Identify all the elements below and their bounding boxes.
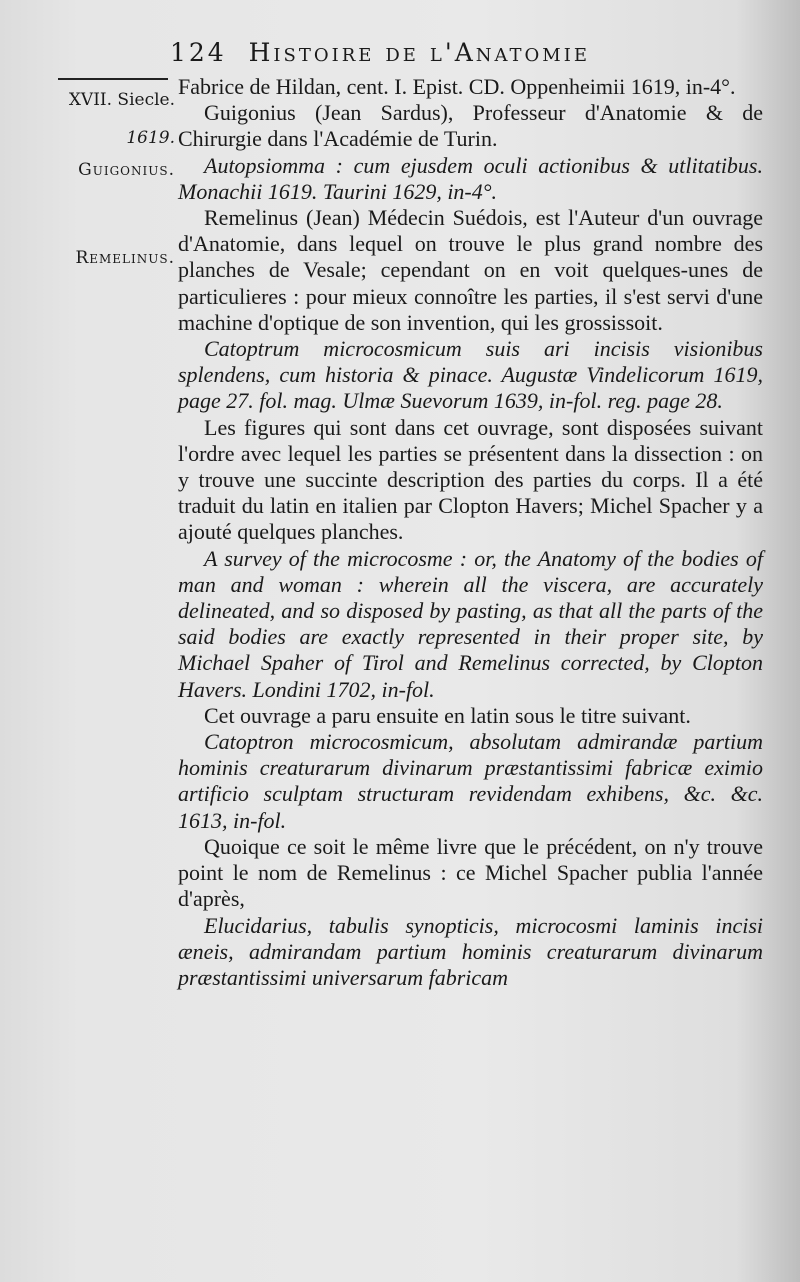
paragraph-survey: A survey of the microcosme : or, the Anatomy of the bodies of man and woman : wherein all the viscera, are accurately delineated, and so disposed by pasting, as that all the parts of the said bodies are exactly represented in their proper site, by Michael Spaher of Tirol and Remelinus corrected, by Clopton Havers. Londini 1702, in-fol. <box>178 545 763 702</box>
margin-remelinus: Remelinus. <box>75 248 175 268</box>
margin-century: XVII. Siecle. <box>68 90 175 110</box>
paragraph-autopsiomma: Autopsiomma : cum ejusdem oculi actionibus & utlitatibus. Monachii 1619. Taurini 1629, in-4°. <box>178 152 763 204</box>
margin-year: 1619. <box>126 128 175 148</box>
page-number: 124 <box>170 38 227 67</box>
running-header <box>170 38 770 67</box>
margin-guigonius: Guigonius. <box>78 160 175 180</box>
paragraph-catoptrum: Catoptrum microcosmicum suis ari incisis visionibus splendens, cum historia & pinace. Augustæ Vindelicorum 1619, page 27. fol. mag. Ulmæ Suevorum 1639, in-fol. reg. page 28. <box>178 336 763 414</box>
paragraph-catoptron: Catoptron microcosmicum, absolutam admirandæ partium hominis creaturarum divinarum præstantissimi fabricæ eximio artificio sculptam structuram revidendam exhibens, &c. &c. 1613, in-fol. <box>178 729 763 833</box>
header-rule <box>58 78 168 80</box>
paragraph-quoique: Quoique ce soit le même livre que le précédent, on n'y trouve point le nom de Remelinus : ce Michel Spacher publia l'année d'après, <box>178 833 763 912</box>
paragraph-figures: Les figures qui sont dans cet ouvrage, sont disposées suivant l'ordre avec lequel les parties se présentent dans la dissection : on y trouve une succinte description des parties du corps. Il a été traduit du latin en italien par Clopton Havers; Michel Spacher y a ajouté quelques planches. <box>178 414 763 545</box>
paragraph-elucidarius: Elucidarius, tabulis synopticis, microcosmi laminis incisi æneis, admirandam partium hominis creaturarum divinarum præstantissimi universarum fabricam <box>178 912 763 990</box>
page-body <box>178 74 763 991</box>
paragraph-latin-title: Cet ouvrage a paru ensuite en latin sous le titre suivant. <box>204 702 691 728</box>
paragraph-guigonius: Guigonius (Jean Sardus), Professeur d'Anatomie & de Chirurgie dans l'Académie de Turin. <box>178 100 763 152</box>
paragraph-hildan: Fabrice de Hildan, cent. I. Epist. CD. Oppenheimii 1619, in-4°. <box>178 74 736 99</box>
paragraph-remelinus: Remelinus (Jean) Médecin Suédois, est l'Auteur d'un ouvrage d'Anatomie, dans lequel on trouve le plus grand nombre des planches de Vesale; cependant on en voit quelques-unes de particulieres : pour mieux connoître les parties, il s'est servi d'une machine d'optique de son invention, qui les grossissoit. <box>178 205 763 335</box>
running-title: Histoire de l'Anatomie <box>248 38 590 67</box>
